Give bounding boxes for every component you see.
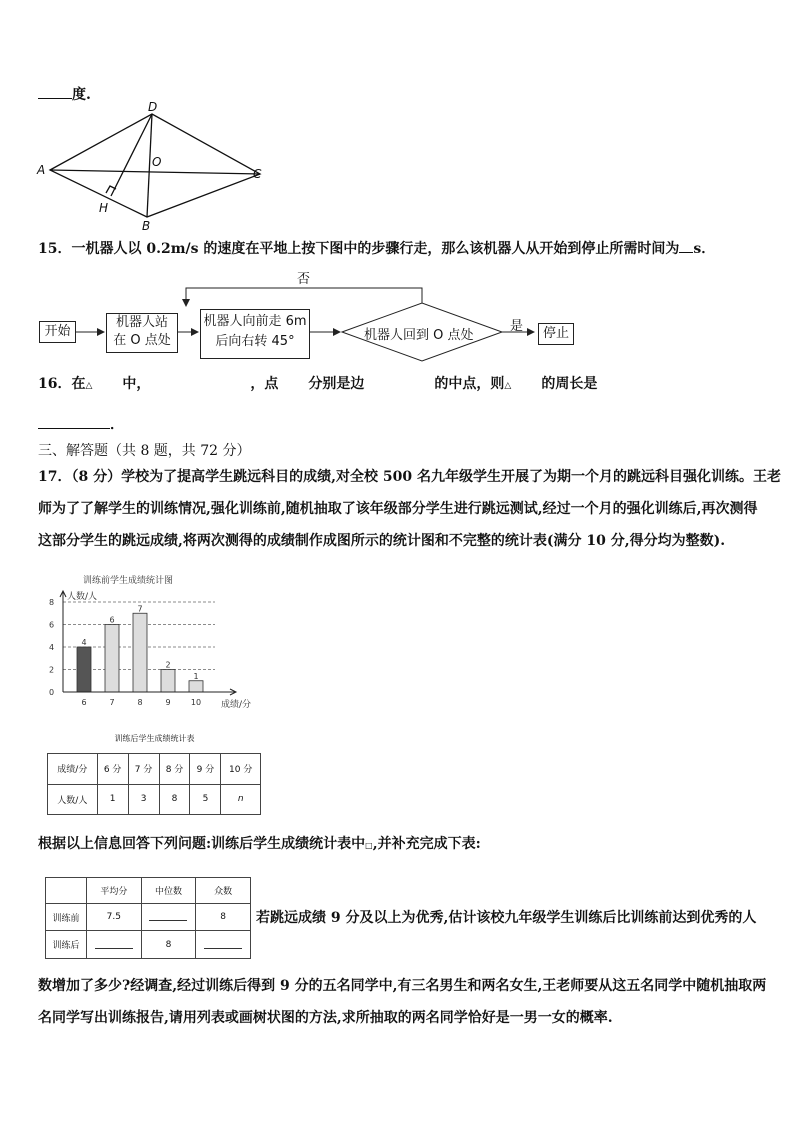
bar-chart (35, 570, 265, 720)
y-tick-label: 2 (49, 665, 55, 675)
bar-value-label: 7 (137, 604, 143, 614)
question-15: 15．一机器人以 0.2m/s 的速度在平地上按下图中的步骤行走，那么该机器人从开始到停止所需时间为 s． (38, 238, 715, 259)
q17-line-3: 这部分学生的跳远成绩,将两次测得的成绩制作成图所示的统计图和不完整的统计表(满分 10 分,得分均为整数). (38, 533, 726, 549)
flow-stop-box: 停止 (538, 323, 574, 345)
after-table-title: 训练后学生成绩统计表 (114, 734, 195, 743)
label-c: C (253, 167, 262, 181)
q17-part-c-line-3: 名同学写出训练报告,请用列表或画树状图的方法,求所抽取的两名同学恰好是一男一女的概率. (38, 1010, 613, 1026)
question-16: 16．在△ 中， ，点 分别是边 的中点，则△ 的周长是 (38, 376, 598, 392)
chart-title: 训练前学生成绩统计图 (83, 576, 174, 586)
bar (77, 647, 91, 692)
flow-start-box: 开始 (39, 321, 76, 343)
table-row: 平均分 中位数 众数 (46, 878, 251, 904)
table-row: 成绩/分 6 分 7 分 8 分 9 分 10 分 (48, 754, 261, 785)
label-h: H (99, 201, 109, 215)
bar-value-label: 2 (165, 660, 171, 670)
chart-xlabel: 成绩/分 (221, 700, 252, 710)
x-tick-label: 9 (165, 698, 171, 707)
y-tick-label: 4 (49, 643, 55, 652)
y-tick-label: 6 (49, 620, 55, 630)
flow-stand-box: 机器人站 在 O 点处 (106, 313, 178, 353)
bar (133, 613, 147, 692)
x-tick-label: 7 (109, 698, 115, 707)
label-a: A (37, 163, 46, 177)
y-tick-label: 0 (49, 688, 55, 697)
label-b: B (142, 219, 151, 233)
bar (189, 681, 203, 692)
q17-line-1: 17．（8 分）学校为了提高学生跳远科目的成绩,对全校 500 名九年级学生开展了为期一个月的跳远科目强化训练。王老 (38, 469, 781, 485)
bar (161, 670, 175, 693)
after-training-table (47, 753, 261, 815)
summary-table (45, 877, 251, 959)
y-tick-label: 8 (49, 598, 55, 607)
blank-cell (141, 903, 196, 931)
flow-yes-label: 是 (510, 319, 524, 334)
section-3-title: 三、解答题（共 8 题，共 72 分） (38, 443, 251, 459)
bar-value-label: 4 (81, 638, 87, 647)
blank-cell (87, 931, 142, 959)
table-row: 人数/人 1 3 8 5 n (48, 784, 261, 815)
label-o: O (152, 155, 162, 169)
q17-part-b: 根据以上信息回答下列问题:训练后学生成绩统计表中□,并补充完成下表: (38, 836, 481, 852)
answer-blank (38, 414, 110, 429)
table-row: 训练后 8 (46, 931, 251, 959)
x-tick-label: 10 (190, 698, 202, 707)
bar (105, 625, 119, 693)
x-tick-label: 6 (81, 698, 87, 707)
q17-part-c-line-2: 数增加了多少?经调查,经过训练后得到 9 分的五名同学中,有三名男生和两名女生,王老师要从这五名同学中随机抽取两 (38, 978, 767, 994)
q14-answer-line: 度. (38, 84, 91, 105)
table-row: 训练前 7.5 8 (46, 903, 251, 931)
blank-cell (196, 931, 251, 959)
q17-line-2: 师为了了解学生的训练情况,强化训练前,随机抽取了该年级部分学生进行跳远测试,经过一个月的强化训练后,再次测得 (38, 501, 758, 517)
bar-value-label: 1 (193, 671, 199, 681)
q16-answer-line: ． (38, 414, 124, 435)
flow-no-label: 否 (297, 272, 311, 287)
chart-ylabel: 人数/人 (67, 592, 98, 602)
flow-move-box: 机器人向前走 6m 后向右转 45° (200, 309, 310, 359)
label-d: D (148, 100, 158, 114)
x-tick-label: 8 (137, 698, 143, 707)
q17-part-c-side: 若跳远成绩 9 分及以上为优秀,估计该校九年级学生训练后比训练前达到优秀的人 (256, 910, 757, 926)
flow-decision-text: 机器人回到 O 点处 (364, 328, 474, 343)
bar-value-label: 6 (109, 615, 115, 625)
